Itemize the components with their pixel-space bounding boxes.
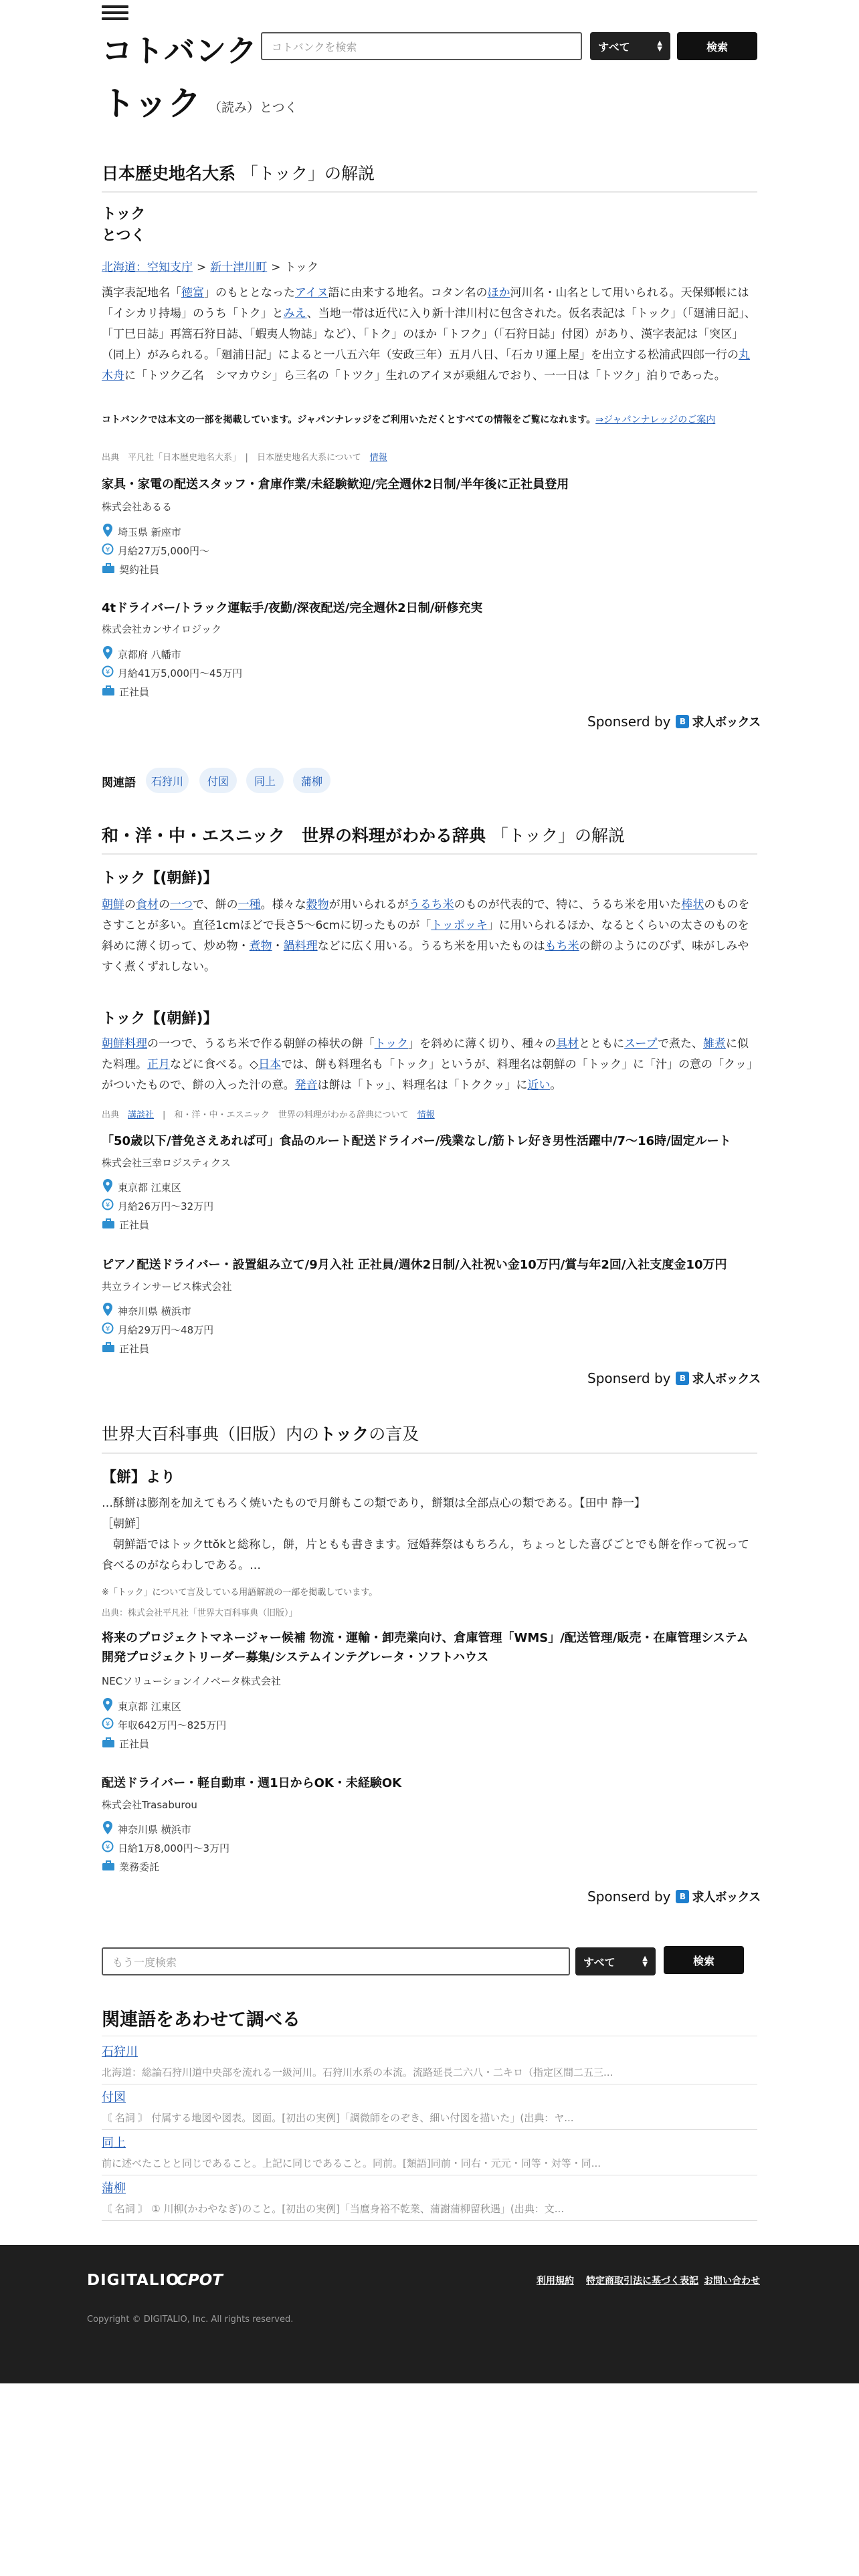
related-label: 関連語: [102, 776, 136, 790]
job-salary: ¥ 日給1万8,000円〜3万円: [102, 1840, 229, 1855]
inline-link[interactable]: スープ: [624, 1037, 658, 1051]
inline-link[interactable]: 徳富: [181, 286, 204, 300]
entry-body: 朝鮮の食材の一つで、餅の一種。様々な穀物が用いられるがうるち米のものが代表的で、特に、うるち米を用いた棒状のものをさすことが多い。直径1cmほどで長さ5〜6cmに切ったものが「トッポッキ」に用いられるほか、なるとくらいの太さのものを斜めに薄く切って、炒め物・煮物・鍋料理などに広く用いる。うるち米を用いたものはもち米の餅のようにのびず、味がしみやすく煮くずれしない。: [102, 898, 750, 974]
breadcrumb-link-shintotsukawa[interactable]: 新十津川町: [210, 261, 268, 274]
source-line: 出典 講談社 | 和・洋・中・エスニック 世界の料理がわかる辞典について 情報: [102, 1110, 435, 1120]
related-term-item[interactable]: [102, 2088, 757, 2125]
briefcase-icon: [102, 685, 119, 699]
related-chip[interactable]: 石狩川: [146, 768, 189, 793]
inline-link[interactable]: 鍋料理: [283, 940, 318, 953]
source-publisher-link[interactable]: 講談社: [128, 1110, 155, 1120]
copyright: Copyright © DIGITALIO, Inc. All rights reserved.: [87, 2315, 294, 2325]
search-placeholder: もう一度検索: [112, 1955, 177, 1969]
sponsor-label: Sponserd by B 求人ボックス: [587, 714, 761, 730]
location-pin-icon: [102, 645, 118, 663]
job-salary: ¥ 月給27万5,000円〜: [102, 543, 209, 558]
yen-icon: [102, 665, 118, 680]
inline-link[interactable]: うるち米: [408, 898, 454, 911]
job-location: 東京都 江東区: [102, 1178, 181, 1196]
source-line: 出典 平凡社「日本歴史地名大系」 | 日本歴史地名大系について 情報: [102, 453, 387, 463]
job-employment-type: 正社員: [102, 1737, 149, 1751]
svg-text:¥: ¥: [105, 1325, 110, 1333]
scope-select-value: すべて: [598, 40, 630, 53]
job-title[interactable]: 4tドライバー/トラック運転手/夜勤/深夜配送/完全週休2日制/研修充実: [102, 601, 483, 615]
job-salary: ¥ 月給26万円〜32万円: [102, 1198, 213, 1213]
job-company: NECソリューションイノベータ株式会社: [102, 1675, 281, 1687]
select-arrow-icon: ▲ ▼: [657, 39, 662, 53]
related-chip[interactable]: 蒲柳: [293, 768, 330, 793]
footer: [0, 2245, 859, 2383]
related-term-link[interactable]: 蒲柳: [102, 2181, 126, 2195]
related-term-link[interactable]: 石狩川: [102, 2045, 138, 2059]
inline-link[interactable]: トック: [374, 1037, 409, 1051]
inline-link[interactable]: 朝鮮料理: [102, 1037, 147, 1051]
inline-link[interactable]: アイヌ: [295, 286, 328, 300]
inline-link[interactable]: 具材: [556, 1037, 579, 1051]
footer-link-terms[interactable]: 利用規約: [537, 2276, 574, 2286]
divider: [102, 1453, 757, 1454]
svg-text:¥: ¥: [105, 1844, 110, 1851]
job-title[interactable]: 「50歳以下/普免さえあれば可」食品のルート配送ドライバー/残業なし/筋トレ好き男性活躍中/7〜16時/固定ルート: [102, 1134, 731, 1148]
related-chip[interactable]: 付図: [199, 768, 237, 793]
inline-link[interactable]: 一種: [237, 898, 261, 911]
cpot-logo[interactable]: CPOT: [177, 2272, 223, 2289]
inline-link[interactable]: 近い: [527, 1079, 551, 1092]
inline-link[interactable]: 日本: [258, 1058, 282, 1071]
search-placeholder: コトバンクを検索: [272, 40, 357, 53]
mention-line: ［朝鮮］: [102, 1517, 147, 1531]
job-employment-type: 正社員: [102, 1218, 149, 1232]
inline-link[interactable]: 正月: [147, 1058, 170, 1071]
related-term-item[interactable]: [102, 2133, 757, 2170]
briefcase-icon: [102, 1737, 119, 1751]
search-input-bottom[interactable]: [102, 1947, 570, 1975]
job-title[interactable]: 将来のプロジェクトマネージャー候補 物流・運輸・卸売業向け、倉庫管理「WMS」/配送管理/販売・在庫管理システム開発プロジェクトリーダー募集/システムインテグレータ・ソフトハウス: [102, 1631, 749, 1665]
briefcase-icon: [102, 1218, 119, 1232]
job-company: 株式会社あるる: [102, 501, 173, 513]
inline-link[interactable]: 丸木舟: [102, 348, 750, 383]
section-source-name: 日本歴史地名大系: [102, 164, 236, 183]
inline-link[interactable]: 一つ: [170, 898, 193, 911]
job-company: 株式会社カンサイロジック: [102, 623, 221, 635]
entry-word: トック【(朝鮮)】: [102, 870, 218, 887]
breadcrumb-current: トック: [284, 261, 318, 274]
inline-link[interactable]: 発音: [294, 1079, 318, 1092]
job-location: 神奈川県 横浜市: [102, 1302, 191, 1319]
inline-link[interactable]: 棒状: [681, 898, 704, 911]
job-salary: ¥ 月給29万円〜48万円: [102, 1322, 213, 1337]
job-location: 東京都 江東区: [102, 1697, 181, 1715]
entry-word: 【餅】より: [102, 1469, 176, 1486]
related-terms-title: 関連語をあわせて調べる: [102, 2010, 300, 2030]
job-location: 京都府 八幡市: [102, 645, 181, 663]
related-term-desc: 北海道：総論石狩川道中央部を流れる一級河川。石狩川水系の本流。流路延長二六八・二キロ（指定区間二五三...: [102, 2066, 613, 2078]
sponsor-label: Sponserd by B 求人ボックス: [587, 1889, 761, 1905]
section-source-name: 和・洋・中・エスニック 世界の料理がわかる辞典: [102, 826, 486, 845]
job-employment-type: 業務委託: [102, 1860, 159, 1874]
job-salary: ¥ 月給41万5,000円〜45万円: [102, 665, 242, 680]
inline-link[interactable]: 食材: [136, 898, 159, 911]
svg-text:¥: ¥: [105, 546, 110, 554]
inline-link[interactable]: ほか: [487, 286, 510, 300]
location-pin-icon: [102, 1820, 118, 1838]
related-term-desc: 〘 名詞 〙 付属する地図や図表。図面。[初出の実例]「調微師をのぞき、細い付図を描いた」(出典：ヤ...: [102, 2112, 574, 2124]
entry-reading: とつく: [102, 227, 146, 244]
page-title: トック: [102, 84, 201, 123]
source-info-link[interactable]: 情報: [417, 1110, 435, 1120]
job-company: 株式会社三幸ロジスティクス: [102, 1157, 231, 1169]
inline-link[interactable]: トッポッキ: [431, 919, 488, 932]
menu-icon[interactable]: [102, 5, 128, 20]
location-pin-icon: [102, 1178, 118, 1196]
job-company: 株式会社Trasaburou: [102, 1799, 197, 1811]
location-pin-icon: [102, 1697, 118, 1715]
related-term-item[interactable]: [102, 2042, 757, 2079]
divider: [102, 191, 757, 193]
location-pin-icon: [102, 523, 118, 540]
source-info-link[interactable]: 情報: [369, 453, 387, 463]
entry-body: 朝鮮料理の一つで、うるち米で作る朝鮮の棒状の餅「トック」を斜めに薄く切り、種々の具材とともにスープで煮た、雑煮に似た料理。正月などに食べる。◇日本では、餅も料理名も「トック」というが、料理名は朝鮮の「トック」に「汁」の意の「クッ」がついたもので、餅の入った汁の意。発音は餅は「トッ」、料理名は「トククッ」に近い。: [102, 1037, 753, 1092]
divider: [102, 2220, 757, 2221]
entry-body: 漢字表記地名「徳富」のもととなったアイヌ語に由来する地名。コタン名のほか河川名・山名として用いられる。天保郷帳には「イシカリ持場」のうち「トク」とみえ、当地一帯は近代に入り新十津川村に包含された。仮名表記は「トック」（「廻浦日記」、「丁巳日誌」再篙石狩日誌、「蝦夷人物誌」など）、「トク」のほか「トフク」（「石狩日誌」付図）があり、漢字表記は「突区」（同上）がみられる。「廻浦日記」によると一八五六年（安政三年）五月八日、「石カリ運上屋」を出立する松浦武四郎一行の丸木舟に「トツク乙名 シマカウシ」ら三名の「トツク」生れのアイヌが乗組んでおり、一一日は「トツク」泊りであった。: [102, 286, 756, 383]
job-location: 神奈川県 横浜市: [102, 1820, 191, 1838]
entry-word: トック【(朝鮮)】: [102, 1010, 218, 1027]
related-term-link[interactable]: 付図: [102, 2090, 126, 2105]
svg-text:¥: ¥: [105, 669, 110, 676]
location-pin-icon: [102, 1302, 118, 1319]
inline-link[interactable]: 穀物: [306, 898, 329, 911]
mention-line: 朝鮮語ではトックttŏkと総称し，餅，片ともも書きます。冠婚葬祭はもちろん，ちょっとした喜びごとでも餅を作って祝って食べるのがならわしである。…: [102, 1538, 749, 1572]
sponsor-label: Sponserd by B 求人ボックス: [587, 1370, 761, 1386]
section-heading-suffix: 「トック」の解説: [491, 826, 625, 845]
related-term-desc: 〘 名詞 〙 ① 川柳(かわやなぎ)のこと。[初出の実例]「当麿身裕不乾業、蒲謝蒲柳留秋遇」(出典：文...: [102, 2203, 565, 2215]
yen-icon: [102, 543, 118, 558]
inline-link[interactable]: 煮物: [249, 940, 272, 953]
inline-link[interactable]: もち米: [545, 940, 579, 953]
briefcase-icon: [102, 563, 119, 576]
entry-word: トック: [102, 206, 146, 223]
svg-text:¥: ¥: [105, 1721, 110, 1728]
mention-note: ※「トック」について言及している用語解説の一部を掲載しています。: [102, 1588, 378, 1598]
briefcase-icon: [102, 1860, 119, 1874]
inline-link[interactable]: みえ: [283, 307, 307, 320]
divider: [102, 853, 757, 855]
section-heading-nihonrekishi: [102, 160, 375, 185]
section-heading-ryouri: [102, 823, 625, 847]
select-arrow-icon: ▲ ▼: [642, 1955, 648, 1968]
japanknowledge-link[interactable]: ⇒ジャパンナレッジのご案内: [595, 415, 716, 425]
yen-icon: [102, 1198, 118, 1213]
mention-line: …酥餅は膨剤を加えてもろく焼いたもので月餅もこの類であり，餅類は全部点心の類である。【田中 静一】: [102, 1497, 646, 1510]
site-logo[interactable]: コトバンク: [102, 33, 258, 69]
job-title[interactable]: 配送ドライバー・軽自動車・週1日からOK・未経験OK: [102, 1776, 402, 1790]
kyujinbox-logo-icon: B: [676, 1890, 689, 1903]
section-heading-heibonsha: 世界大百科事典（旧版）内のトックの言及: [102, 1424, 419, 1444]
job-title[interactable]: 家具・家電の配送スタッフ・倉庫作業/未経験歓迎/完全週休2日制/半年後に正社員登用: [102, 477, 569, 492]
footer-link-contact[interactable]: お問い合わせ: [704, 2276, 760, 2286]
scope-select-bottom[interactable]: [575, 1947, 656, 1975]
job-company: 共立ラインサービス株式会社: [102, 1281, 232, 1293]
inline-link[interactable]: 雑煮: [702, 1037, 726, 1051]
scope-select-value: すべて: [583, 1955, 615, 1969]
related-chip[interactable]: 同上: [246, 768, 284, 793]
yen-icon: [102, 1840, 118, 1855]
search-button[interactable]: 検索: [677, 32, 757, 60]
japanknowledge-note: コトバンクでは本文の一部を掲載しています。ジャパンナレッジをご利用いただくとすべての情報をご覧になれます。⇒ジャパンナレッジのご案内: [102, 415, 716, 425]
footer-link-tokushoho[interactable]: 特定商取引法に基づく表記: [586, 2276, 698, 2286]
job-employment-type: 契約社員: [102, 562, 159, 576]
section-heading-suffix: 「トック」の解説: [241, 164, 375, 183]
title-reading: （読み）とつく: [209, 100, 298, 115]
search-input[interactable]: [261, 32, 582, 60]
job-location: 埼玉県 新座市: [102, 523, 181, 540]
related-term-desc: 前に述べたことと同じであること。上記に同じであること。同前。[類語]同前・同右・元元・同等・対等・同...: [102, 2157, 601, 2169]
related-term-link[interactable]: 同上: [102, 2136, 126, 2150]
breadcrumb-link-hokkaido[interactable]: 北海道：空知支庁: [102, 261, 193, 274]
kyujinbox-logo-icon: B: [676, 715, 689, 728]
kyujinbox-logo-icon: B: [676, 1372, 689, 1385]
briefcase-icon: [102, 1342, 119, 1356]
svg-text:¥: ¥: [105, 1202, 110, 1209]
yen-icon: [102, 1717, 118, 1732]
yen-icon: [102, 1322, 118, 1337]
digitalio-logo[interactable]: DIGITALIO: [87, 2272, 180, 2289]
divider: [102, 2129, 757, 2130]
inline-link[interactable]: 朝鮮: [102, 898, 124, 911]
job-title[interactable]: ピアノ配送ドライバー・設置組み立て/9月入社 正社員/週休2日制/入社祝い金10万円/賞与年2回/入社支度金10万円: [102, 1258, 727, 1272]
scope-select[interactable]: [590, 32, 670, 60]
job-employment-type: 正社員: [102, 1341, 149, 1356]
job-salary: ¥ 年収642万円〜825万円: [102, 1717, 226, 1732]
related-term-item[interactable]: [102, 2179, 757, 2216]
breadcrumb: 北海道：空知支庁 > 新十津川町 > トック: [102, 261, 318, 274]
job-employment-type: 正社員: [102, 685, 149, 699]
search-button-bottom[interactable]: 検索: [664, 1946, 744, 1974]
source-line: 出典：株式会社平凡社「世界大百科事典（旧版）」: [102, 1608, 298, 1618]
